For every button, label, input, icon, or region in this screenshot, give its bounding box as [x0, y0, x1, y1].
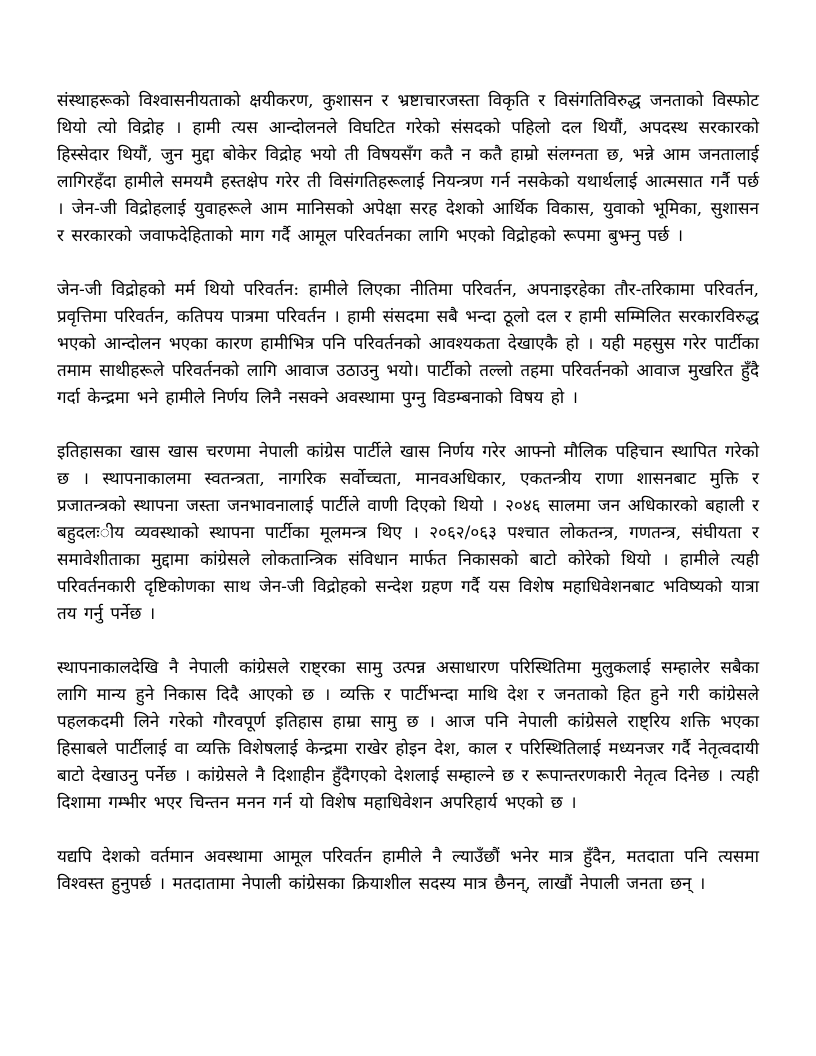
document-text-area: [57, 88, 759, 898]
paragraph-1: संस्थाहरूको विश्वासनीयताको क्षयीकरण, कुशासन र भ्रष्टाचारजस्ता विकृति र विसंगतिविरुद्ध जनताको विस्फोट थियो त्यो विद्रोह । हामी त्यस आन्दोलनले विघटित गरेको संसदको पहिलो दल थियौं, अपदस्थ सरकारको हिस्सेदार थियौं, जुन मुद्दा बोकेर विद्रोह भयो ती विषयसँग कतै न कतै हाम्रो संलग्नता छ, भन्ने आम जनतालाई लागिरहँदा हामीले समयमै हस्तक्षेप गरेर ती विसंगतिहरूलाई नियन्त्रण गर्न नसकेको यथार्थलाई आत्मसात गर्नै पर्छ । जेन-जी विद्रोहलाई युवाहरूले आम मानिसको अपेक्षा सरह देशको आर्थिक विकास, युवाको भूमिका, सुशासन र सरकारको जवाफदेहिताको माग गर्दै आमूल परिवर्तनका लागि भएको विद्रोहको रूपमा बुझ्नु पर्छ ।: [57, 91, 760, 246]
paragraph-4: स्थापनाकालदेखि नै नेपाली कांग्रेसले राष्ट्रका सामु उत्पन्न असाधारण परिस्थितिमा मुलुकलाई सम्हालेर सबैका लागि मान्य हुने निकास दिदै आएको छ । व्यक्ति र पार्टीभन्दा माथि देश र जनताको हित हुने गरी कांग्रेसले पहलकदमी लिने गरेको गौरवपूर्ण इतिहास हाम्रा सामु छ । आज पनि नेपाली कांग्रेसले राष्ट्रिय शक्ति भएका हिसाबले पार्टीलाई वा व्यक्ति विशेषलाई केन्द्रमा राखेर होइन देश, काल र परिस्थितिलाई मध्यनजर गर्दै नेतृत्वदायी बाटो देखाउनु पर्नेछ । कांग्रेसले नै दिशाहीन हुँदैगएको देशलाई सम्हाल्ने छ र रूपान्तरणकारी नेतृत्व दिनेछ । त्यही दिशामा गम्भीर भएर चिन्तन मनन गर्न यो विशेष महाधिवेशन अपरिहार्य भएको छ ।: [57, 658, 759, 813]
paragraph-5: यद्यपि देशको वर्तमान अवस्थामा आमूल परिवर्तन हामीले नै ल्याउँछौं भनेर मात्र हुँदैन, मतदाता पनि त्यसमा विश्वस्त हुनुपर्छ । मतदातामा नेपाली कांग्रेसका क्रियाशील सदस्य मात्र छैनन्, लाखौं नेपाली जनता छन् ।: [57, 847, 759, 894]
paragraph-3: इतिहासका खास खास चरणमा नेपाली कांग्रेस पार्टीले खास निर्णय गरेर आफ्नो मौलिक पहिचान स्थापित गरेको छ । स्थापनाकालमा स्वतन्त्रता, नागरिक सर्वोच्चता, मानवअधिकार, एकतन्त्रीय राणा शासनबाट मुक्ति र प्रजातन्त्रको स्थापना जस्ता जनभावनालाई पार्टीले वाणी दिएको थियो । २०४६ सालमा जन अधिकारको बहाली र बहुदलःीय व्यवस्थाको स्थापना पार्टीका मूलमन्त्र थिए । २०६२/०६३ पश्चात लोकतन्त्र, गणतन्त्र, संघीयता र समावेशीताका मुद्दामा कांग्रेसले लोकतान्त्रिक संविधान मार्फत निकासको बाटो कोरेको थियो । हामीले त्यही परिवर्तनकारी दृष्टिकोणका साथ जेन-जी विद्रोहको सन्देश ग्रहण गर्दै यस विशेष महाधिवेशनबाट भविष्यको यात्रा तय गर्नु पर्नेछ ।: [57, 442, 759, 624]
paragraph-2: जेन-जी विद्रोहको मर्म थियो परिवर्तन: हामीले लिएका नीतिमा परिवर्तन, अपनाइरहेका तौर-तरिकामा परिवर्तन, प्रवृत्तिमा परिवर्तन, कतिपय पात्रमा परिवर्तन । हामी संसदमा सबै भन्दा ठूलो दल र हामी सम्मिलित सरकारविरुद्ध भएको आन्दोलन भएका कारण हामीभित्र पनि परिवर्तनको आवश्यकता देखाएकै हो । यही महसुस गरेर पार्टीका तमाम साथीहरूले परिवर्तनको लागि आवाज उठाउनु भयो। पार्टीको तल्लो तहमा परिवर्तनको आवाज मुखरित हुँदै गर्दा केन्द्रमा भने हामीले निर्णय लिनै नसक्ने अवस्थामा पुग्नु विडम्बनाको विषय हो ।: [57, 280, 759, 408]
